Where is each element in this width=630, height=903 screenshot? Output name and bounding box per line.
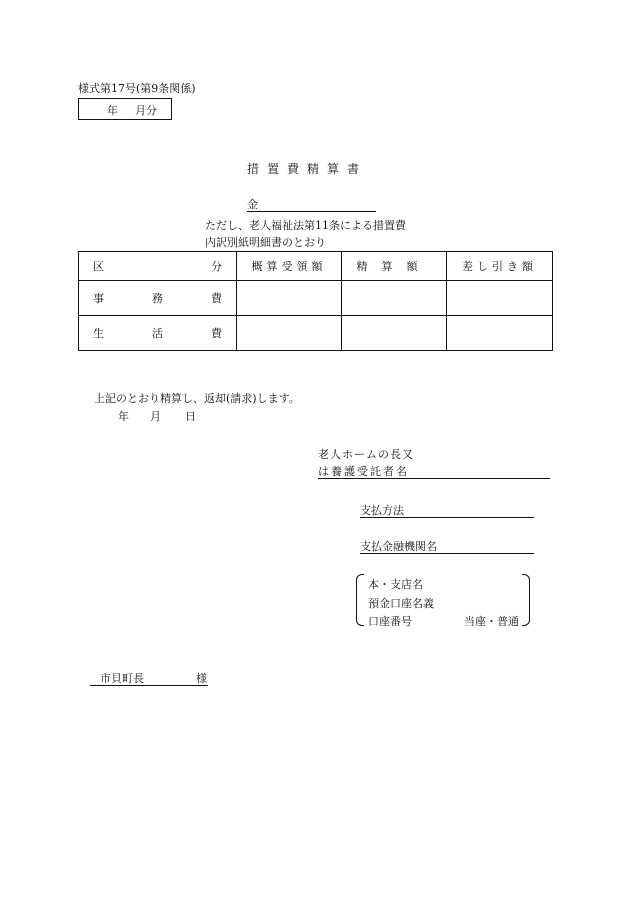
account-number-label: 口座番号 — [368, 615, 412, 628]
document-title: 措置費精算書 — [247, 162, 368, 176]
proviso-line-2: 内訳別紙明細書のとおり — [205, 236, 326, 249]
header-category: 区 分 — [79, 252, 237, 281]
table-row — [79, 316, 553, 351]
period-box — [78, 98, 172, 120]
period-year: 年 — [107, 104, 118, 117]
account-holder-label: 預金口座名義 — [368, 597, 434, 610]
row-label-office-expense: 事 務 費 — [79, 281, 237, 316]
cell-settled-office[interactable] — [342, 281, 447, 316]
header-settled: 精算額 — [342, 252, 447, 281]
applicant-line[interactable] — [318, 463, 550, 479]
header-estimated-received: 概算受領額 — [237, 252, 342, 281]
applicant-label-2: は養護受託者名 — [318, 465, 409, 478]
settlement-table — [78, 251, 553, 351]
account-type-label: 当座・普通 — [464, 615, 519, 628]
row-label-living-expense: 生 活 費 — [79, 316, 237, 351]
cell-estimated-living[interactable] — [237, 316, 342, 351]
proviso-line-1: ただし、老人福祉法第11条による措置費 — [205, 219, 406, 232]
header-difference: 差し引き額 — [447, 252, 553, 281]
period-month: 月分 — [135, 104, 157, 117]
honorific: 様 — [196, 672, 207, 685]
cell-difference-office[interactable] — [447, 281, 553, 316]
addressee: 市貝町長 — [100, 672, 144, 685]
bracket-left — [356, 574, 364, 626]
payment-method-line[interactable] — [360, 502, 534, 518]
date-month: 月 — [150, 410, 161, 423]
bracket-right — [522, 574, 530, 626]
addressee-line — [90, 670, 208, 686]
date-year: 年 — [118, 410, 129, 423]
amount-label: 金 — [247, 198, 258, 211]
applicant-label-1: 老人ホームの長又 — [318, 448, 414, 461]
cell-difference-living[interactable] — [447, 316, 553, 351]
date-day: 日 — [185, 410, 196, 423]
payment-institution-line[interactable] — [360, 538, 534, 554]
statement: 上記のとおり精算し、返却(請求)します。 — [94, 392, 300, 405]
form-number: 様式第17号(第9条関係) — [78, 82, 196, 95]
bank-branch-label: 本・支店名 — [368, 578, 423, 591]
cell-settled-living[interactable] — [342, 316, 447, 351]
cell-estimated-office[interactable] — [237, 281, 342, 316]
table-row — [79, 281, 553, 316]
payment-institution-label: 支払金融機関名 — [360, 540, 437, 553]
amount-line — [247, 196, 376, 212]
payment-method-label: 支払方法 — [360, 504, 404, 517]
table-header-row — [79, 252, 553, 281]
